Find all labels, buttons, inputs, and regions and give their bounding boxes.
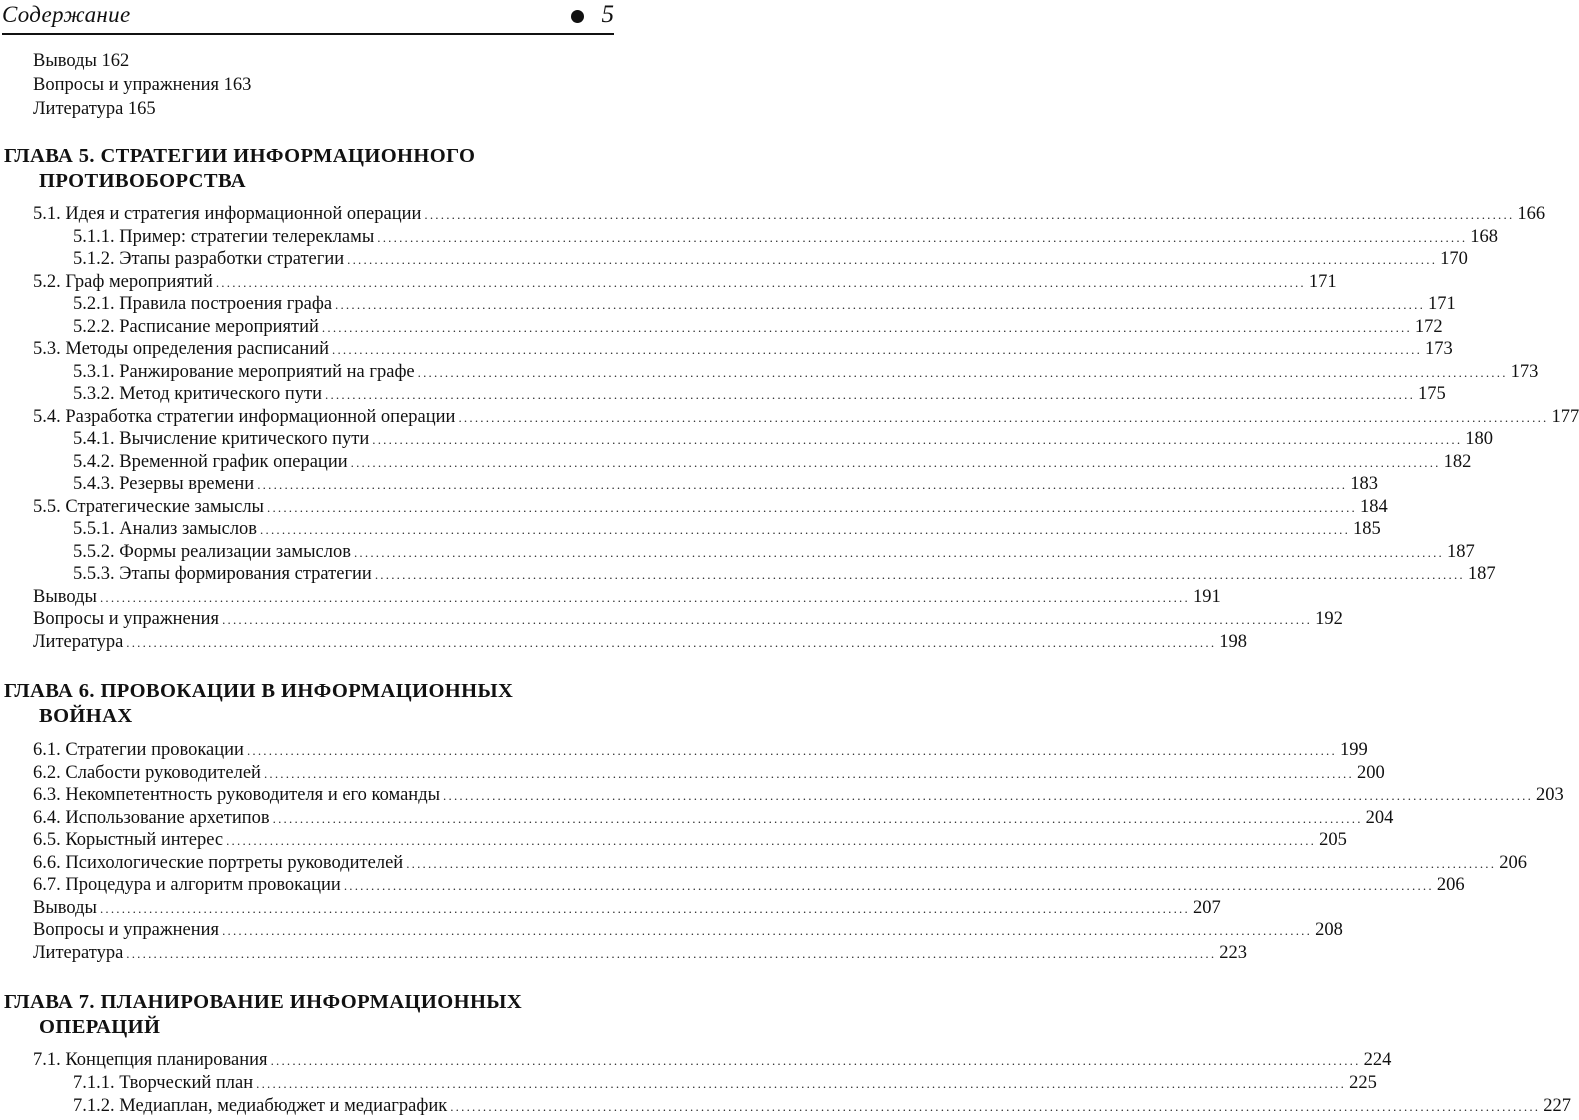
page-number: 199: [1339, 740, 1368, 760]
leader-dots: ........................................................................................................................................................................................................: [372, 432, 1463, 447]
toc-entry[interactable]: 7.1.1. Творческий план ........................................................................................................................................................................................................ 225: [73, 1071, 582, 1095]
toc-entry[interactable]: 6.7. Процедура и алгоритм провокации ........................................................................................................................................................................................................ 206: [33, 873, 582, 897]
leader-dots: ........................................................................................................................................................................................................: [377, 229, 1468, 245]
leader-dots: ........................................................................................................................................................................................................: [450, 1099, 1541, 1114]
toc-entry[interactable]: Литература 165: [33, 99, 156, 119]
page-number: 168: [1470, 226, 1499, 247]
running-header: [2, 0, 614, 34]
chapter-title-line: ОПЕРАЦИЙ: [39, 1016, 161, 1038]
leader-dots: ........................................................................................................................................................................................................: [374, 567, 1465, 582]
chapter-heading: [4, 679, 600, 729]
page-number: 227: [1543, 1096, 1571, 1116]
page-number: 203: [1536, 785, 1564, 805]
leader-dots: ........................................................................................................................................................................................................: [263, 765, 1354, 781]
toc-entry[interactable]: 5.4.1. Вычисление критического пути ........................................................................................................................................................................................................ 180: [73, 427, 582, 451]
leader-dots: ........................................................................................................................................................................................................: [424, 207, 1515, 222]
leader-dots: ........................................................................................................................................................................................................: [246, 743, 1337, 758]
page-number: 170: [1440, 249, 1468, 269]
page-number: 192: [1315, 609, 1343, 629]
toc-entry[interactable]: 5.1.2. Этапы разработки стратегии ........................................................................................................................................................................................................ 170: [73, 247, 582, 271]
toc-entry[interactable]: 6.2. Слабости руководителей ........................................................................................................................................................................................................ 200: [33, 761, 582, 785]
toc-entry[interactable]: 6.5. Корыстный интерес ........................................................................................................................................................................................................ 205: [33, 828, 582, 852]
toc-entry[interactable]: 5.2.1. Правила построения графа ........................................................................................................................................................................................................ 171: [73, 292, 582, 316]
page-number: 225: [1349, 1073, 1377, 1093]
leader-dots: ........................................................................................................................................................................................................: [332, 342, 1423, 357]
leader-dots: ........................................................................................................................................................................................................: [270, 1053, 1361, 1068]
toc-entry[interactable]: 5.2. Граф мероприятий ........................................................................................................................................................................................................ 171: [33, 270, 582, 294]
page-number: 180: [1465, 429, 1494, 449]
page-number: 204: [1365, 807, 1394, 828]
chapter-title-line: ГЛАВА 5. СТРАТЕГИИ ИНФОРМАЦИОННОГО: [4, 145, 476, 167]
page-number: 223: [1219, 942, 1248, 963]
chapter-title-line: ГЛАВА 7. ПЛАНИРОВАНИЕ ИНФОРМАЦИОННЫХ: [4, 991, 523, 1013]
toc-entry[interactable]: 5.5.1. Анализ замыслов ........................................................................................................................................................................................................ 185: [73, 517, 582, 541]
bullet-icon: [571, 10, 584, 23]
leader-dots: ........................................................................................................................................................................................................: [267, 499, 1357, 515]
page-number: 191: [1192, 586, 1221, 607]
leader-dots: ........................................................................................................................................................................................................: [347, 252, 1438, 267]
leader-dots: ........................................................................................................................................................................................................: [353, 544, 1444, 560]
running-header-page-number: 5: [601, 1, 614, 28]
toc-entry[interactable]: Вопросы и упражнения 163: [33, 75, 252, 95]
leader-dots: ........................................................................................................................................................................................................: [256, 1076, 1347, 1091]
toc-entry[interactable]: Вопросы и упражнения ........................................................................................................................................................................................................ 192: [33, 607, 582, 631]
leader-dots: ........................................................................................................................................................................................................: [321, 319, 1412, 335]
page-number: 187: [1446, 541, 1475, 562]
page-number: 208: [1315, 920, 1343, 940]
page-number: 172: [1414, 316, 1443, 337]
leader-dots: ........................................................................................................................................................................................................: [226, 833, 1317, 848]
toc-entry[interactable]: 5.3.1. Ранжирование мероприятий на графе ........................................................................................................................................................................................................ 173: [73, 360, 582, 384]
toc-entry[interactable]: 5.4.3. Резервы времени ........................................................................................................................................................................................................ 183: [73, 472, 582, 496]
leader-dots: ........................................................................................................................................................................................................: [406, 855, 1497, 871]
toc-entry[interactable]: Вопросы и упражнения ........................................................................................................................................................................................................ 208: [33, 918, 582, 942]
chapter-title-line: ГЛАВА 6. ПРОВОКАЦИИ В ИНФОРМАЦИОННЫХ: [4, 680, 514, 702]
page-number: 183: [1350, 474, 1378, 494]
leader-dots: ........................................................................................................................................................................................................: [417, 364, 1508, 380]
page-number: 171: [1308, 271, 1337, 292]
leader-dots: ........................................................................................................................................................................................................: [458, 409, 1549, 425]
leader-dots: ........................................................................................................................................................................................................: [325, 387, 1416, 402]
toc-entry[interactable]: 5.5. Стратегические замыслы ........................................................................................................................................................................................................ 184: [33, 495, 582, 519]
toc-entry[interactable]: 5.2.2. Расписание мероприятий ........................................................................................................................................................................................................ 172: [73, 315, 582, 339]
toc-entry[interactable]: 6.4. Использование архетипов ........................................................................................................................................................................................................ 204: [33, 806, 582, 830]
toc-entry[interactable]: 5.1.1. Пример: стратегии телерекламы ........................................................................................................................................................................................................ 168: [73, 225, 582, 249]
leader-dots: ........................................................................................................................................................................................................: [350, 454, 1441, 470]
page-number: 198: [1219, 631, 1248, 652]
leader-dots: ........................................................................................................................................................................................................: [126, 945, 1217, 961]
toc-entry[interactable]: 5.4.2. Временной график операции ........................................................................................................................................................................................................ 182: [73, 450, 582, 474]
page-number: 185: [1353, 519, 1381, 539]
page-number: 187: [1467, 564, 1496, 584]
leader-dots: ........................................................................................................................................................................................................: [99, 900, 1190, 916]
page-number: 173: [1425, 339, 1453, 359]
chapter-heading: [4, 990, 600, 1040]
leader-dots: ........................................................................................................................................................................................................: [335, 297, 1426, 312]
toc-entry[interactable]: 6.1. Стратегии провокации ........................................................................................................................................................................................................ 199: [33, 738, 582, 762]
page-number: 173: [1510, 361, 1539, 382]
page-number: 171: [1428, 294, 1456, 314]
toc-entry[interactable]: 5.4. Разработка стратегии информационной операции ........................................................................................................................................................................................................ 177: [33, 405, 582, 429]
page-number: 205: [1319, 830, 1347, 850]
toc-entry[interactable]: Литература ........................................................................................................................................................................................................ 198: [33, 630, 582, 654]
toc-entry[interactable]: 5.3. Методы определения расписаний ........................................................................................................................................................................................................ 173: [33, 337, 582, 361]
leader-dots: ........................................................................................................................................................................................................: [272, 810, 1363, 826]
toc-entry[interactable]: 6.3. Некомпетентность руководителя и его команды ........................................................................................................................................................................................................ 203: [33, 783, 582, 807]
page-number: 206: [1499, 852, 1527, 873]
leader-dots: ........................................................................................................................................................................................................: [222, 923, 1313, 938]
toc-entry[interactable]: 5.1. Идея и стратегия информационной операции ........................................................................................................................................................................................................ 166: [33, 202, 582, 226]
leader-dots: ........................................................................................................................................................................................................: [222, 612, 1313, 627]
page-number: 206: [1436, 875, 1465, 895]
page-number: 175: [1418, 384, 1446, 404]
page-number: 182: [1443, 451, 1472, 472]
toc-entry[interactable]: 7.1.2. Медиаплан, медиабюджет и медиаграфик ........................................................................................................................................................................................................ 227: [73, 1094, 582, 1118]
leader-dots: ........................................................................................................................................................................................................: [257, 477, 1348, 492]
toc-entry[interactable]: 7.1. Концепция планирования ........................................................................................................................................................................................................ 224: [33, 1048, 582, 1072]
running-header-title: Содержание: [2, 2, 131, 27]
toc-entry[interactable]: 5.3.2. Метод критического пути ........................................................................................................................................................................................................ 175: [73, 382, 582, 406]
leader-dots: ........................................................................................................................................................................................................: [343, 878, 1434, 893]
leader-dots: ........................................................................................................................................................................................................: [99, 589, 1190, 605]
page-number: 207: [1192, 897, 1221, 918]
toc-entry[interactable]: Литература ........................................................................................................................................................................................................ 223: [33, 941, 582, 965]
leader-dots: ........................................................................................................................................................................................................: [215, 274, 1306, 290]
chapter-title-line: ПРОТИВОБОРСТВА: [39, 170, 246, 192]
page-number: 224: [1363, 1050, 1392, 1070]
chapter-title-line: ВОЙНАХ: [39, 705, 133, 727]
toc-entry[interactable]: Выводы ........................................................................................................................................................................................................ 207: [33, 896, 582, 920]
toc-entry[interactable]: Выводы ........................................................................................................................................................................................................ 191: [33, 585, 582, 609]
toc-entry[interactable]: 6.6. Психологические портреты руководителей ........................................................................................................................................................................................................ 206: [33, 851, 582, 875]
header-rule: [2, 33, 614, 35]
leader-dots: ........................................................................................................................................................................................................: [260, 522, 1351, 537]
page-number: 177: [1551, 406, 1579, 427]
chapter-heading: [4, 144, 600, 194]
page-number: 200: [1356, 762, 1385, 783]
toc-entry[interactable]: 5.5.2. Формы реализации замыслов ........................................................................................................................................................................................................ 187: [73, 540, 582, 564]
page-number: 166: [1517, 204, 1546, 224]
leader-dots: ........................................................................................................................................................................................................: [443, 788, 1534, 803]
page-number: 184: [1360, 496, 1388, 517]
leader-dots: ........................................................................................................................................................................................................: [126, 634, 1217, 650]
toc-entry[interactable]: Выводы 162: [33, 51, 130, 71]
toc-entry[interactable]: 5.5.3. Этапы формирования стратегии ........................................................................................................................................................................................................ 187: [73, 562, 582, 586]
